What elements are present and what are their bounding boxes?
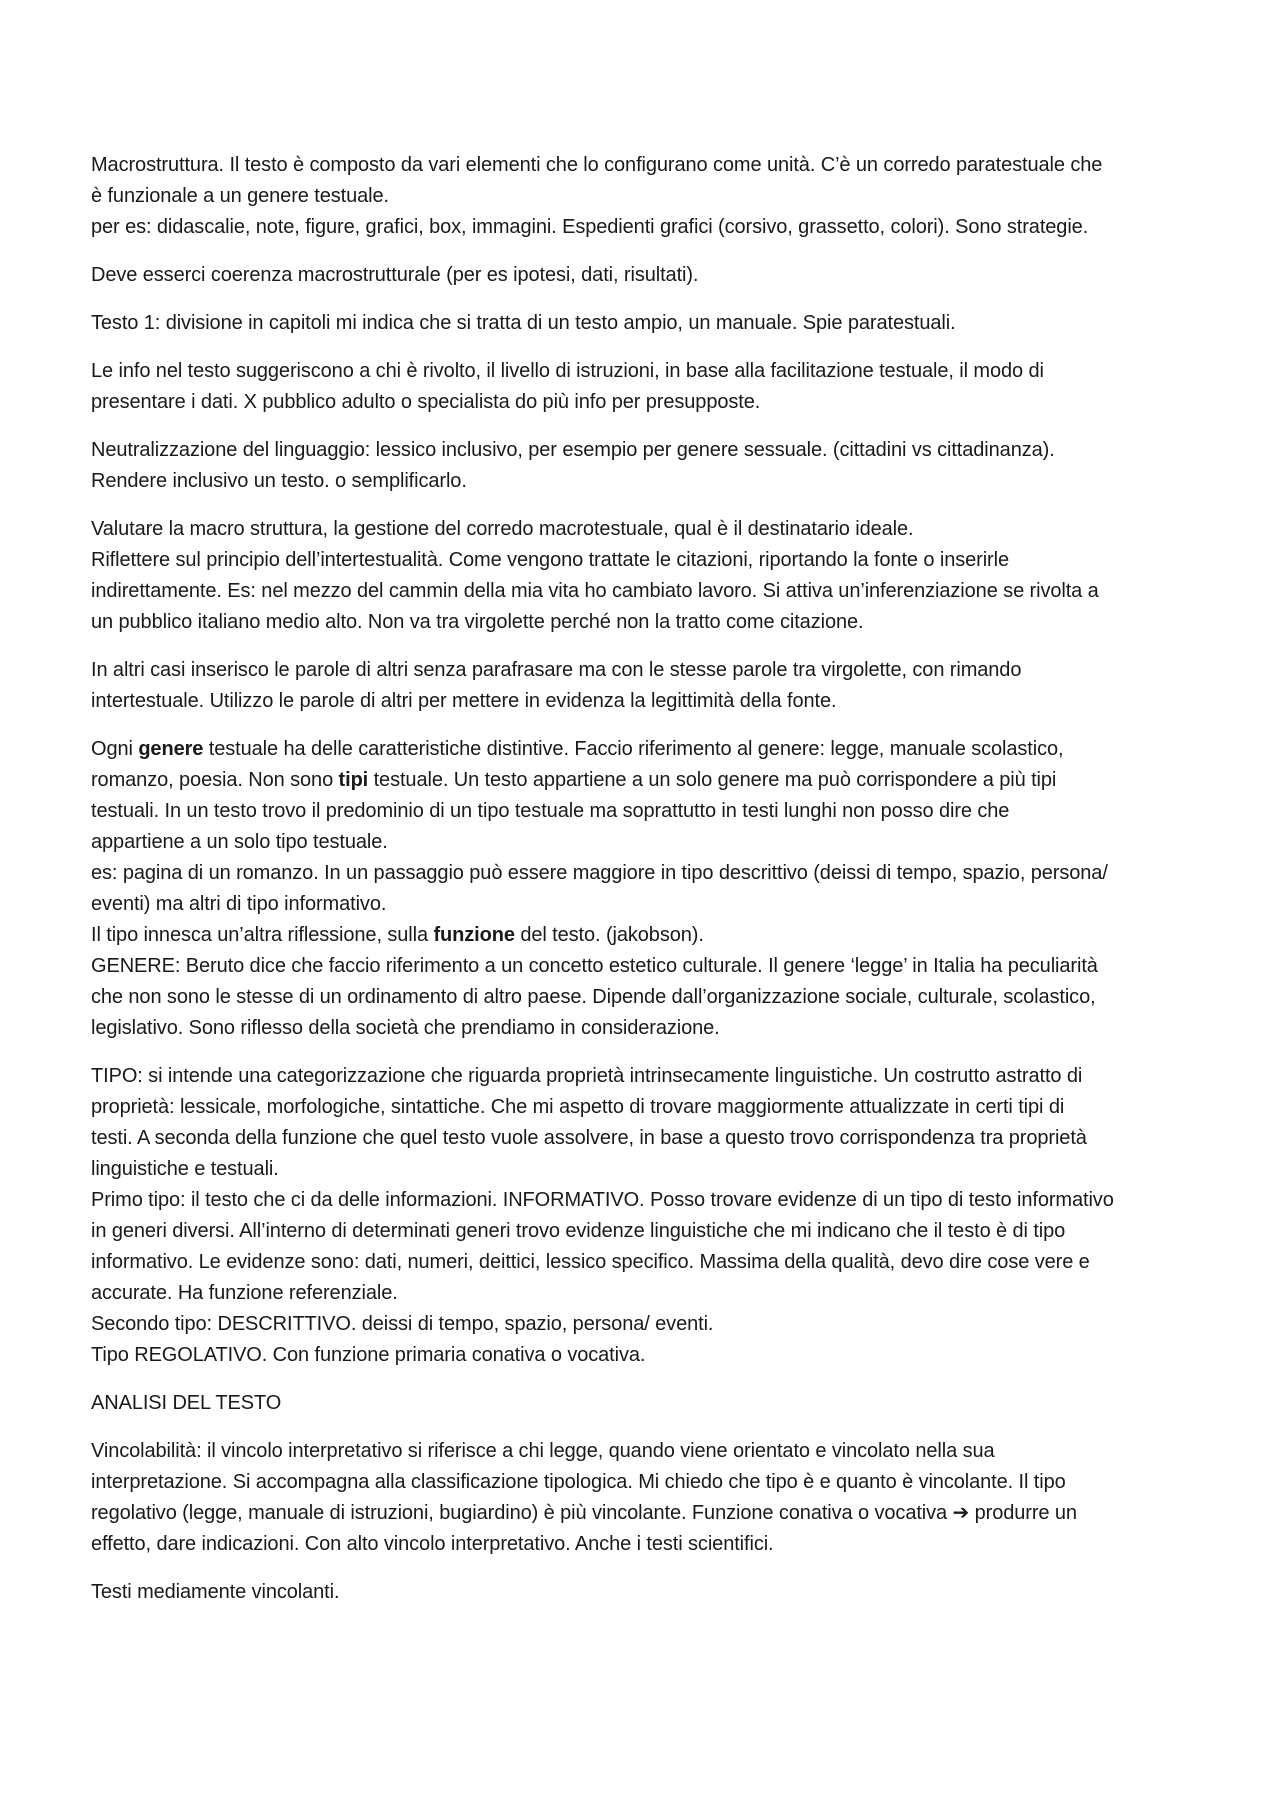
text-line: in generi diversi. All’interno di determinati generi trovo evidenze linguistiche che mi indicano che il testo è di tipo — [91, 1220, 1066, 1242]
text-line: è funzionale a un genere testuale. — [91, 185, 389, 207]
paragraph — [91, 308, 1221, 339]
text-line: es: pagina di un romanzo. In un passaggio può essere maggiore in tipo descrittivo (deissi di tempo, spazio, persona/ — [91, 862, 1108, 884]
paragraph — [91, 1061, 1221, 1371]
paragraph — [91, 734, 1221, 1044]
text-line: Ogni genere testuale ha delle caratteristiche distintive. Faccio riferimento al genere: legge, manuale scolastico, — [91, 738, 1064, 760]
paragraph — [91, 150, 1221, 243]
text-line: ANALISI DEL TESTO — [91, 1392, 282, 1414]
text-line: interpretazione. Si accompagna alla classificazione tipologica. Mi chiedo che tipo è e quanto è vincolante. Il tipo — [91, 1471, 1066, 1493]
text-line: Riflettere sul principio dell’intertestualità. Come vengono trattate le citazioni, riportando la fonte o inserirle — [91, 549, 1009, 571]
text-line: Il tipo innesca un’altra riflessione, sulla funzione del testo. (jakobson). — [91, 924, 704, 946]
text-line: informativo. Le evidenze sono: dati, numeri, deittici, lessico specifico. Massima della qualità, devo dire cose vere e — [91, 1251, 1090, 1273]
paragraph — [91, 356, 1221, 418]
text-line: Vincolabilità: il vincolo interpretativo si riferisce a chi legge, quando viene orientato e vincolato nella sua — [91, 1440, 995, 1462]
paragraph — [91, 1436, 1221, 1560]
text-line: Rendere inclusivo un testo. o semplificarlo. — [91, 470, 467, 492]
document-page — [91, 150, 1221, 1625]
paragraph — [91, 260, 1221, 291]
text-line: legislativo. Sono riflesso della società che prendiamo in considerazione. — [91, 1017, 720, 1039]
text-line: romanzo, poesia. Non sono tipi testuale. Un testo appartiene a un solo genere ma può corrispondere a più tipi — [91, 769, 1057, 791]
text-line: GENERE: Beruto dice che faccio riferimento a un concetto estetico culturale. Il genere ‘legge’ in Italia ha peculiarità — [91, 955, 1098, 977]
text-line: intertestuale. Utilizzo le parole di altri per mettere in evidenza la legittimità della fonte. — [91, 690, 837, 712]
text-line: proprietà: lessicale, morfologiche, sintattiche. Che mi aspetto di trovare maggiormente attualizzate in certi tipi di — [91, 1096, 1065, 1118]
text-line: presentare i dati. X pubblico adulto o specialista do più info per presupposte. — [91, 391, 761, 413]
text-line: indirettamente. Es: nel mezzo del cammin della mia vita ho cambiato lavoro. Si attiva un’inferenziazione se rivolta a — [91, 580, 1099, 602]
text-line: un pubblico italiano medio alto. Non va tra virgolette perché non la tratto come citazione. — [91, 611, 864, 633]
text-line: regolativo (legge, manuale di istruzioni, bugiardino) è più vincolante. Funzione conativa o vocativa ➔ produrre un — [91, 1502, 1077, 1524]
text-line: Neutralizzazione del linguaggio: lessico inclusivo, per esempio per genere sessuale. (cittadini vs cittadinanza). — [91, 439, 1055, 461]
bold-term: tipi — [338, 769, 369, 791]
paragraph — [91, 655, 1221, 717]
text-line: TIPO: si intende una categorizzazione che riguarda proprietà intrinsecamente linguistiche. Un costrutto astratto di — [91, 1065, 1083, 1087]
text-line: Le info nel testo suggeriscono a chi è rivolto, il livello di istruzioni, in base alla facilitazione testuale, il modo di — [91, 360, 1044, 382]
text-line: testi. A seconda della funzione che quel testo vuole assolvere, in base a questo trovo corrispondenza tra proprietà — [91, 1127, 1087, 1149]
text-line: Testo 1: divisione in capitoli mi indica che si tratta di un testo ampio, un manuale. Spie paratestuali. — [91, 312, 956, 334]
text-line: Secondo tipo: DESCRITTIVO. deissi di tempo, spazio, persona/ eventi. — [91, 1313, 714, 1335]
paragraph — [91, 435, 1221, 497]
text-line: linguistiche e testuali. — [91, 1158, 279, 1180]
text-line: Tipo REGOLATIVO. Con funzione primaria conativa o vocativa. — [91, 1344, 646, 1366]
text-line: accurate. Ha funzione referenziale. — [91, 1282, 398, 1304]
text-line: per es: didascalie, note, figure, grafici, box, immagini. Espedienti grafici (corsivo, grassetto, colori). Sono strategie. — [91, 216, 1089, 238]
text-line: Deve esserci coerenza macrostrutturale (per es ipotesi, dati, risultati). — [91, 264, 699, 286]
text-line: eventi) ma altri di tipo informativo. — [91, 893, 387, 915]
text-line: Primo tipo: il testo che ci da delle informazioni. INFORMATIVO. Posso trovare evidenze di un tipo di testo informativo — [91, 1189, 1114, 1211]
paragraph — [91, 1577, 1221, 1608]
text-line: Macrostruttura. Il testo è composto da vari elementi che lo configurano come unità. C’è un corredo paratestuale che — [91, 154, 1103, 176]
text-line: Valutare la macro struttura, la gestione del corredo macrotestuale, qual è il destinatario ideale. — [91, 518, 914, 540]
paragraph — [91, 1388, 1221, 1419]
text-line: appartiene a un solo tipo testuale. — [91, 831, 388, 853]
text-line: Testi mediamente vincolanti. — [91, 1581, 340, 1603]
text-line: In altri casi inserisco le parole di altri senza parafrasare ma con le stesse parole tra virgolette, con rimando — [91, 659, 1022, 681]
text-line: che non sono le stesse di un ordinamento di altro paese. Dipende dall’organizzazione sociale, culturale, scolastico, — [91, 986, 1096, 1008]
paragraph — [91, 514, 1221, 638]
text-line: effetto, dare indicazioni. Con alto vincolo interpretativo. Anche i testi scientifici. — [91, 1533, 774, 1555]
bold-term: genere — [138, 738, 204, 760]
text-line: testuali. In un testo trovo il predominio di un tipo testuale ma soprattutto in testi lunghi non posso dire che — [91, 800, 1010, 822]
bold-term: funzione — [433, 924, 515, 946]
